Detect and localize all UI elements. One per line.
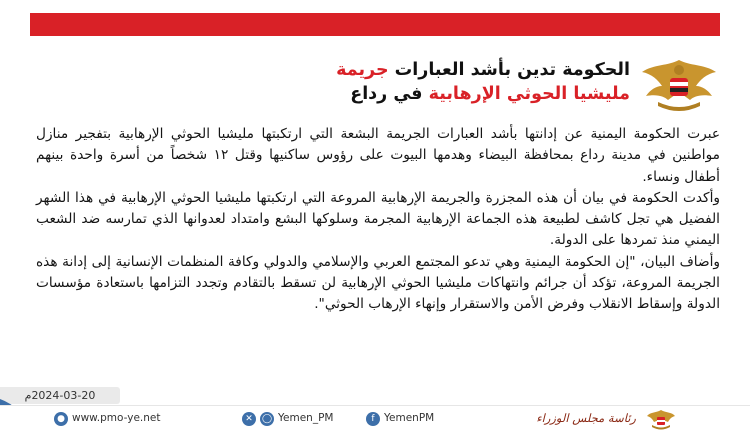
headline-text: في رداع — [350, 84, 423, 104]
paragraph: عبرت الحكومة اليمنية عن إدانتها بأشد العبارات الجريمة البشعة التي ارتكبتها مليشيا الحوثي الإرهابية بتفجير منازل مواطنين في مدينة رداع بمحافظة البيضاء وهدمها البيوت على رؤوس ساكنيها وقتل ١٢ شخصاً من أسرة واحدة بينهم أطفال ونساء. — [36, 126, 720, 185]
paragraph: وأضاف البيان، "إن الحكومة اليمنية وهي تدعو المجتمع العربي والإسلامي والدولي وكافة المنظمات الإنسانية إلى إدانة هذه الجريمة المروعة، تؤكد أن جرائم وانتهاكات مليشيا الحوثي الإرهابية لن تسقط بالتقادم وتجدد التزامها باستعادة مؤسسات الدولة وإسقاط الانقلاب وفرض الأمن والاستقرار وإنهاء الإرهاب الحوثي". — [36, 253, 720, 313]
globe-icon: ● — [54, 412, 68, 426]
headline-highlight: مليشيا الحوثي الإرهابية — [428, 84, 630, 104]
pmo-eagle-logo-icon — [646, 408, 676, 430]
footer-twitter[interactable] — [242, 410, 333, 427]
pmo-logo-text: رئاسة مجلس الوزراء — [536, 411, 636, 425]
footer-facebook[interactable] — [366, 410, 434, 427]
footer-website[interactable] — [54, 410, 161, 427]
yemen-eagle-emblem-icon — [638, 56, 720, 114]
top-red-bar — [30, 13, 720, 36]
website-link[interactable]: www.pmo-ye.net — [72, 412, 161, 424]
headline — [20, 58, 630, 106]
headline-highlight: جريمة — [336, 60, 389, 80]
headline-line-1 — [20, 58, 630, 82]
x-icon: ✕ — [242, 412, 256, 426]
twitter-handle[interactable]: Yemen_PM — [278, 412, 334, 424]
date-badge: 2024-03-20م — [0, 387, 120, 404]
paragraph: وأكدت الحكومة في بيان أن هذه المجزرة والجريمة الإرهابية المروعة التي ارتكبتها مليشيا الحوثي الإرهابية في هذا الشهر الفضيل هي تجل كاشف لطبيعة هذه الجماعة الإرهابية المجرمة وسلوكها البشع وامتداد لعدوانها الذي تمارسه ضد الشعب اليمني منذ تمردها على الدولة. — [36, 189, 720, 249]
article-body — [36, 124, 720, 316]
headline-text: الحكومة تدين بأشد العبارات — [394, 60, 630, 80]
footer — [0, 405, 750, 431]
facebook-icon: f — [366, 412, 380, 426]
instagram-icon: ◯ — [261, 413, 273, 424]
facebook-handle[interactable]: YemenPM — [384, 412, 435, 424]
headline-line-2 — [20, 82, 630, 106]
